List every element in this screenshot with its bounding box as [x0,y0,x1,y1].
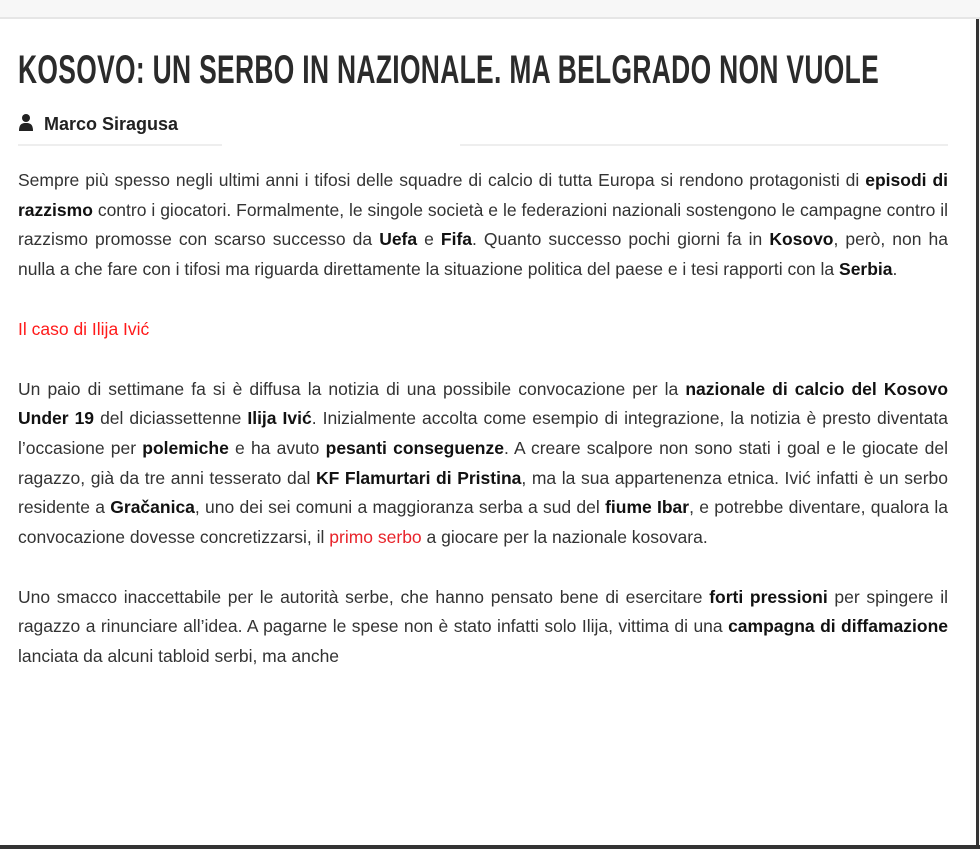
text: , e potrebbe diventare, qualora la convocazione dovesse concretizzarsi, il [18,497,948,548]
section-heading: Il caso di Ilija Ivić [18,318,150,339]
top-bar [0,0,980,19]
bold-text: Fifa [440,229,473,250]
article-body [18,166,948,702]
article-title: KOSOVO: UN SERBO IN NAZIONALE. MA BELGRADO NON VUOLE [18,48,880,92]
text: Un paio di settimane fa si è diffusa la notizia di una possibile convocazione per la [18,378,686,399]
text: per spingere il ragazzo a rinunciare all’idea. A pagarne le spese non è stato infatti solo Ilija, vittima di una [18,586,948,637]
bold-text: Gračanica [110,497,195,518]
text: e ha avuto [228,437,326,458]
text: , uno dei sei comuni a maggioranza serba a sud del [194,497,606,518]
text: lanciata da alcuni tabloid serbi, ma anche [18,646,340,667]
bold-text: KF Flamurtari di Pristina [315,467,522,488]
divider [460,144,948,146]
bottom-bar [0,845,980,849]
text: Sempre più spesso negli ultimi anni i tifosi delle squadre di calcio di tutta Europa si rendono protagonisti di [18,170,866,190]
text: . A creare scalpore non sono stati i goal e le giocate del ragazzo, già da tre anni tesserato dal [18,437,948,488]
text: . Quanto successo pochi giorni fa in [472,229,770,250]
text: Uno smacco inaccettabile per le autorità serbe, che hanno pensato bene di esercitare [18,586,710,607]
inline-link[interactable]: primo serbo [329,527,422,548]
bold-text: fiume Ibar [605,497,690,518]
paragraph [18,583,948,672]
author-name[interactable]: Marco Siragusa [44,113,179,134]
text: a giocare per la nazionale kosovara. [421,527,708,548]
user-icon [18,113,34,135]
bold-text: Ilija Ivić [247,408,312,429]
bold-text: episodi di razzismo [18,170,948,220]
paragraph [18,375,948,553]
text: contro i giocatori. Formalmente, le singole società e le federazioni nazionali sostengono le campagne contro il razzismo promosse con scarso successo da [18,199,948,250]
paragraph [18,166,948,285]
text: del diciassettenne [94,408,248,429]
bold-text: campagna di diffamazione [728,616,949,637]
bold-text: forti pressioni [709,586,828,607]
bold-text: pesanti conseguenze [325,437,504,458]
bold-text: Serbia [839,259,893,280]
text: , però, non ha nulla a che fare con i tifosi ma riguarda direttamente la situazione politica del paese e i tesi rapporti con la [18,229,948,280]
bold-text: nazionale di calcio del Kosovo Under 19 [18,378,949,429]
author-byline[interactable] [18,113,178,135]
text: . [892,259,898,280]
bold-text: Uefa [379,229,418,250]
text: e [417,229,441,250]
text: , ma la sua appartenenza etnica. Ivić infatti è un serbo residente a [18,467,948,518]
text: . Inizialmente accolta come esempio di integrazione, la notizia è presto diventata l’occasione per [18,408,948,458]
divider [18,144,222,146]
bold-text: polemiche [142,437,229,458]
bold-text: Kosovo [769,229,834,250]
